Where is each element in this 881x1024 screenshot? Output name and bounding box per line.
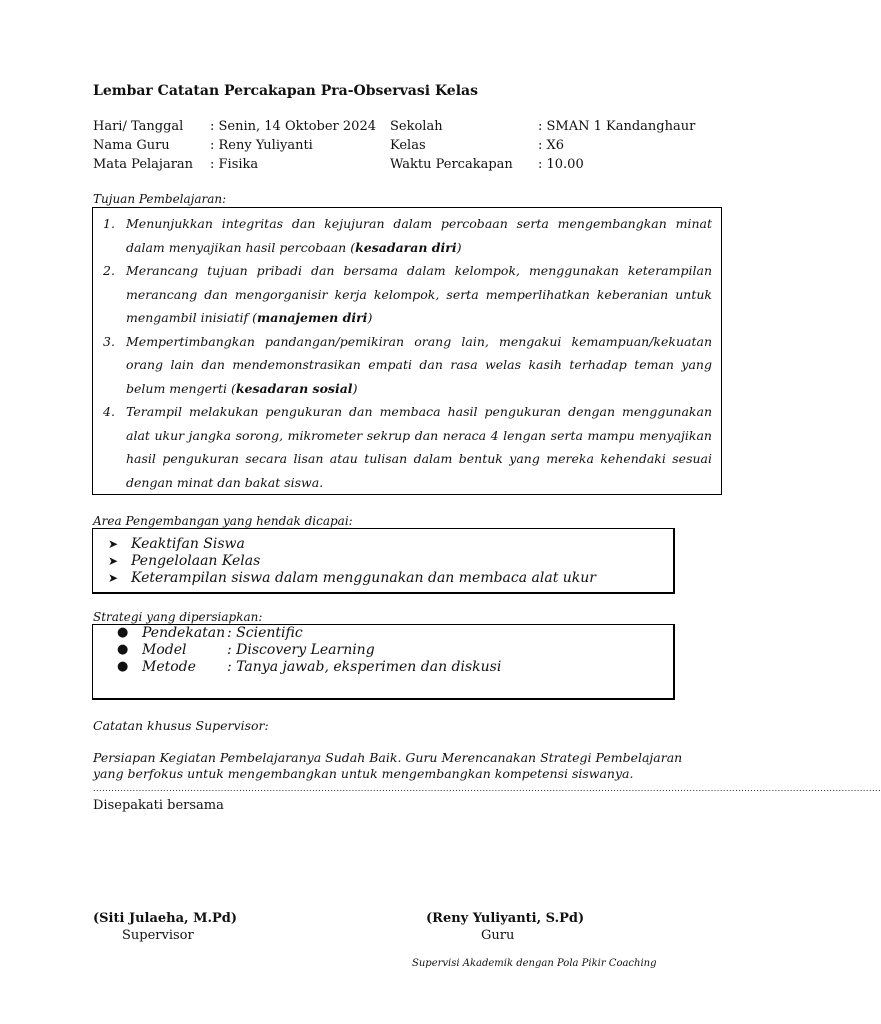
metode-value: : Tanya jawab, eksperimen dan diskusi [227,659,502,675]
bullet-icon: ● [117,659,129,674]
tujuan-close: ) [456,239,462,255]
metode-label: Metode [142,659,196,675]
mapel-value: : Fisika [210,157,259,172]
tujuan-close: ) [367,310,373,325]
area-item-label: Keaktifan Siswa [131,536,245,552]
footer-text: Supervisi Akademik dengan Pola Pikir Coaching [412,958,657,969]
supervisor-role: Supervisor [122,928,194,943]
waktu-label: Waktu Percakapan [390,157,513,172]
waktu-value: : 10.00 [538,157,584,172]
catatan-label: Catatan khusus Supervisor: [93,718,269,733]
tujuan-number: 4. [103,404,115,419]
disepakati-text: Disepakati bersama [93,798,224,813]
tujuan-number: 3. [103,333,115,349]
sekolah-value: : SMAN 1 Kandanghaur [538,119,696,134]
tujuan-item [94,330,712,401]
tujuan-item [94,400,712,494]
arrow-bullet-icon: ➤ [108,571,119,585]
hari-label: Hari/ Tanggal [93,119,184,134]
sekolah-label: Sekolah [390,119,443,134]
tujuan-aspect: kesadaran diri [355,239,457,255]
area-box [92,528,675,594]
kelas-label: Kelas [390,138,426,153]
arrow-bullet-icon: ➤ [108,537,119,551]
tujuan-item [94,259,712,330]
tujuan-label: Tujuan Pembelajaran: [93,192,227,206]
catatan-text: Persiapan Kegiatan Pembelajaranya Sudah Baik. Guru Merencanakan Strategi Pembelajaran yang berfokus untuk mengembangkan untuk mengembangkan kompetensi siswanya. [93,750,683,781]
mapel-label: Mata Pelajaran [93,157,194,172]
tujuan-number: 2. [103,263,115,278]
strategi-box [92,624,675,700]
document-title: Lembar Catatan Percakapan Pra-Observasi Kelas [93,83,478,99]
tujuan-item [94,212,712,259]
tujuan-box [92,207,722,495]
guru-label: Nama Guru [93,138,170,153]
area-item-label: Keterampilan siswa dalam menggunakan dan membaca alat ukur [131,570,597,586]
area-item-label: Pengelolaan Kelas [131,553,261,569]
tujuan-close: ) [352,380,358,396]
guru-value: : Reny Yuliyanti [210,138,313,153]
kelas-value: : X6 [538,138,565,153]
guru-name: (Reny Yuliyanti, S.Pd) [426,911,585,926]
guru-role: Guru [481,928,515,943]
tujuan-number: 1. [103,216,115,231]
pendekatan-value: : Scientific [227,625,303,641]
bullet-icon: ● [117,625,129,640]
supervisor-name: (Siti Julaeha, M.Pd) [93,911,238,926]
model-label: Model [142,642,187,658]
tujuan-list [94,212,712,494]
area-item [93,536,673,553]
pendekatan-label: Pendekatan [142,625,226,641]
tujuan-aspect: manajemen diri [257,310,368,325]
area-item [93,553,673,570]
model-value: : Discovery Learning [227,642,375,658]
tujuan-text: Menunjukkan integritas dan kejujuran dalam percobaan serta mengembangkan minat dalam menyajikan hasil percobaan ( [126,216,712,255]
tujuan-text: Merancang tujuan pribadi dan bersama dalam kelompok, menggunakan keterampilan merancang dan mengorganisir kerja kelompok, serta memperlihatkan keberanian untuk mengambil inisiatif ( [126,263,712,325]
hari-value: : Senin, 14 Oktober 2024 [210,119,376,134]
tujuan-text: Terampil melakukan pengukuran dan membaca hasil pengukuran dengan menggunakan alat ukur jangka sorong, mikrometer sekrup dan neraca 4 lengan serta mampu menyajikan hasil pengukuran secara lisan atau tulisan dalam bentuk yang mereka kehendaki sesuai dengan minat dan bakat siswa. [126,404,712,490]
arrow-bullet-icon: ➤ [108,554,119,568]
tujuan-aspect: kesadaran sosial [235,380,353,396]
area-item [93,570,673,587]
area-label: Area Pengembangan yang hendak dicapai: [93,514,353,528]
bullet-icon: ● [117,642,129,657]
tujuan-text: Mempertimbangkan pandangan/pemikiran orang lain, mengakui kemampuan/kekuatan orang lain dan mendemonstrasikan empati dan rasa welas kasih terhadap teman yang belum mengerti ( [126,333,712,396]
strategi-label: Strategi yang dipersiapkan: [93,610,263,624]
dotted-line: ................................................................................................................................................................................................................................................................... [93,784,881,793]
